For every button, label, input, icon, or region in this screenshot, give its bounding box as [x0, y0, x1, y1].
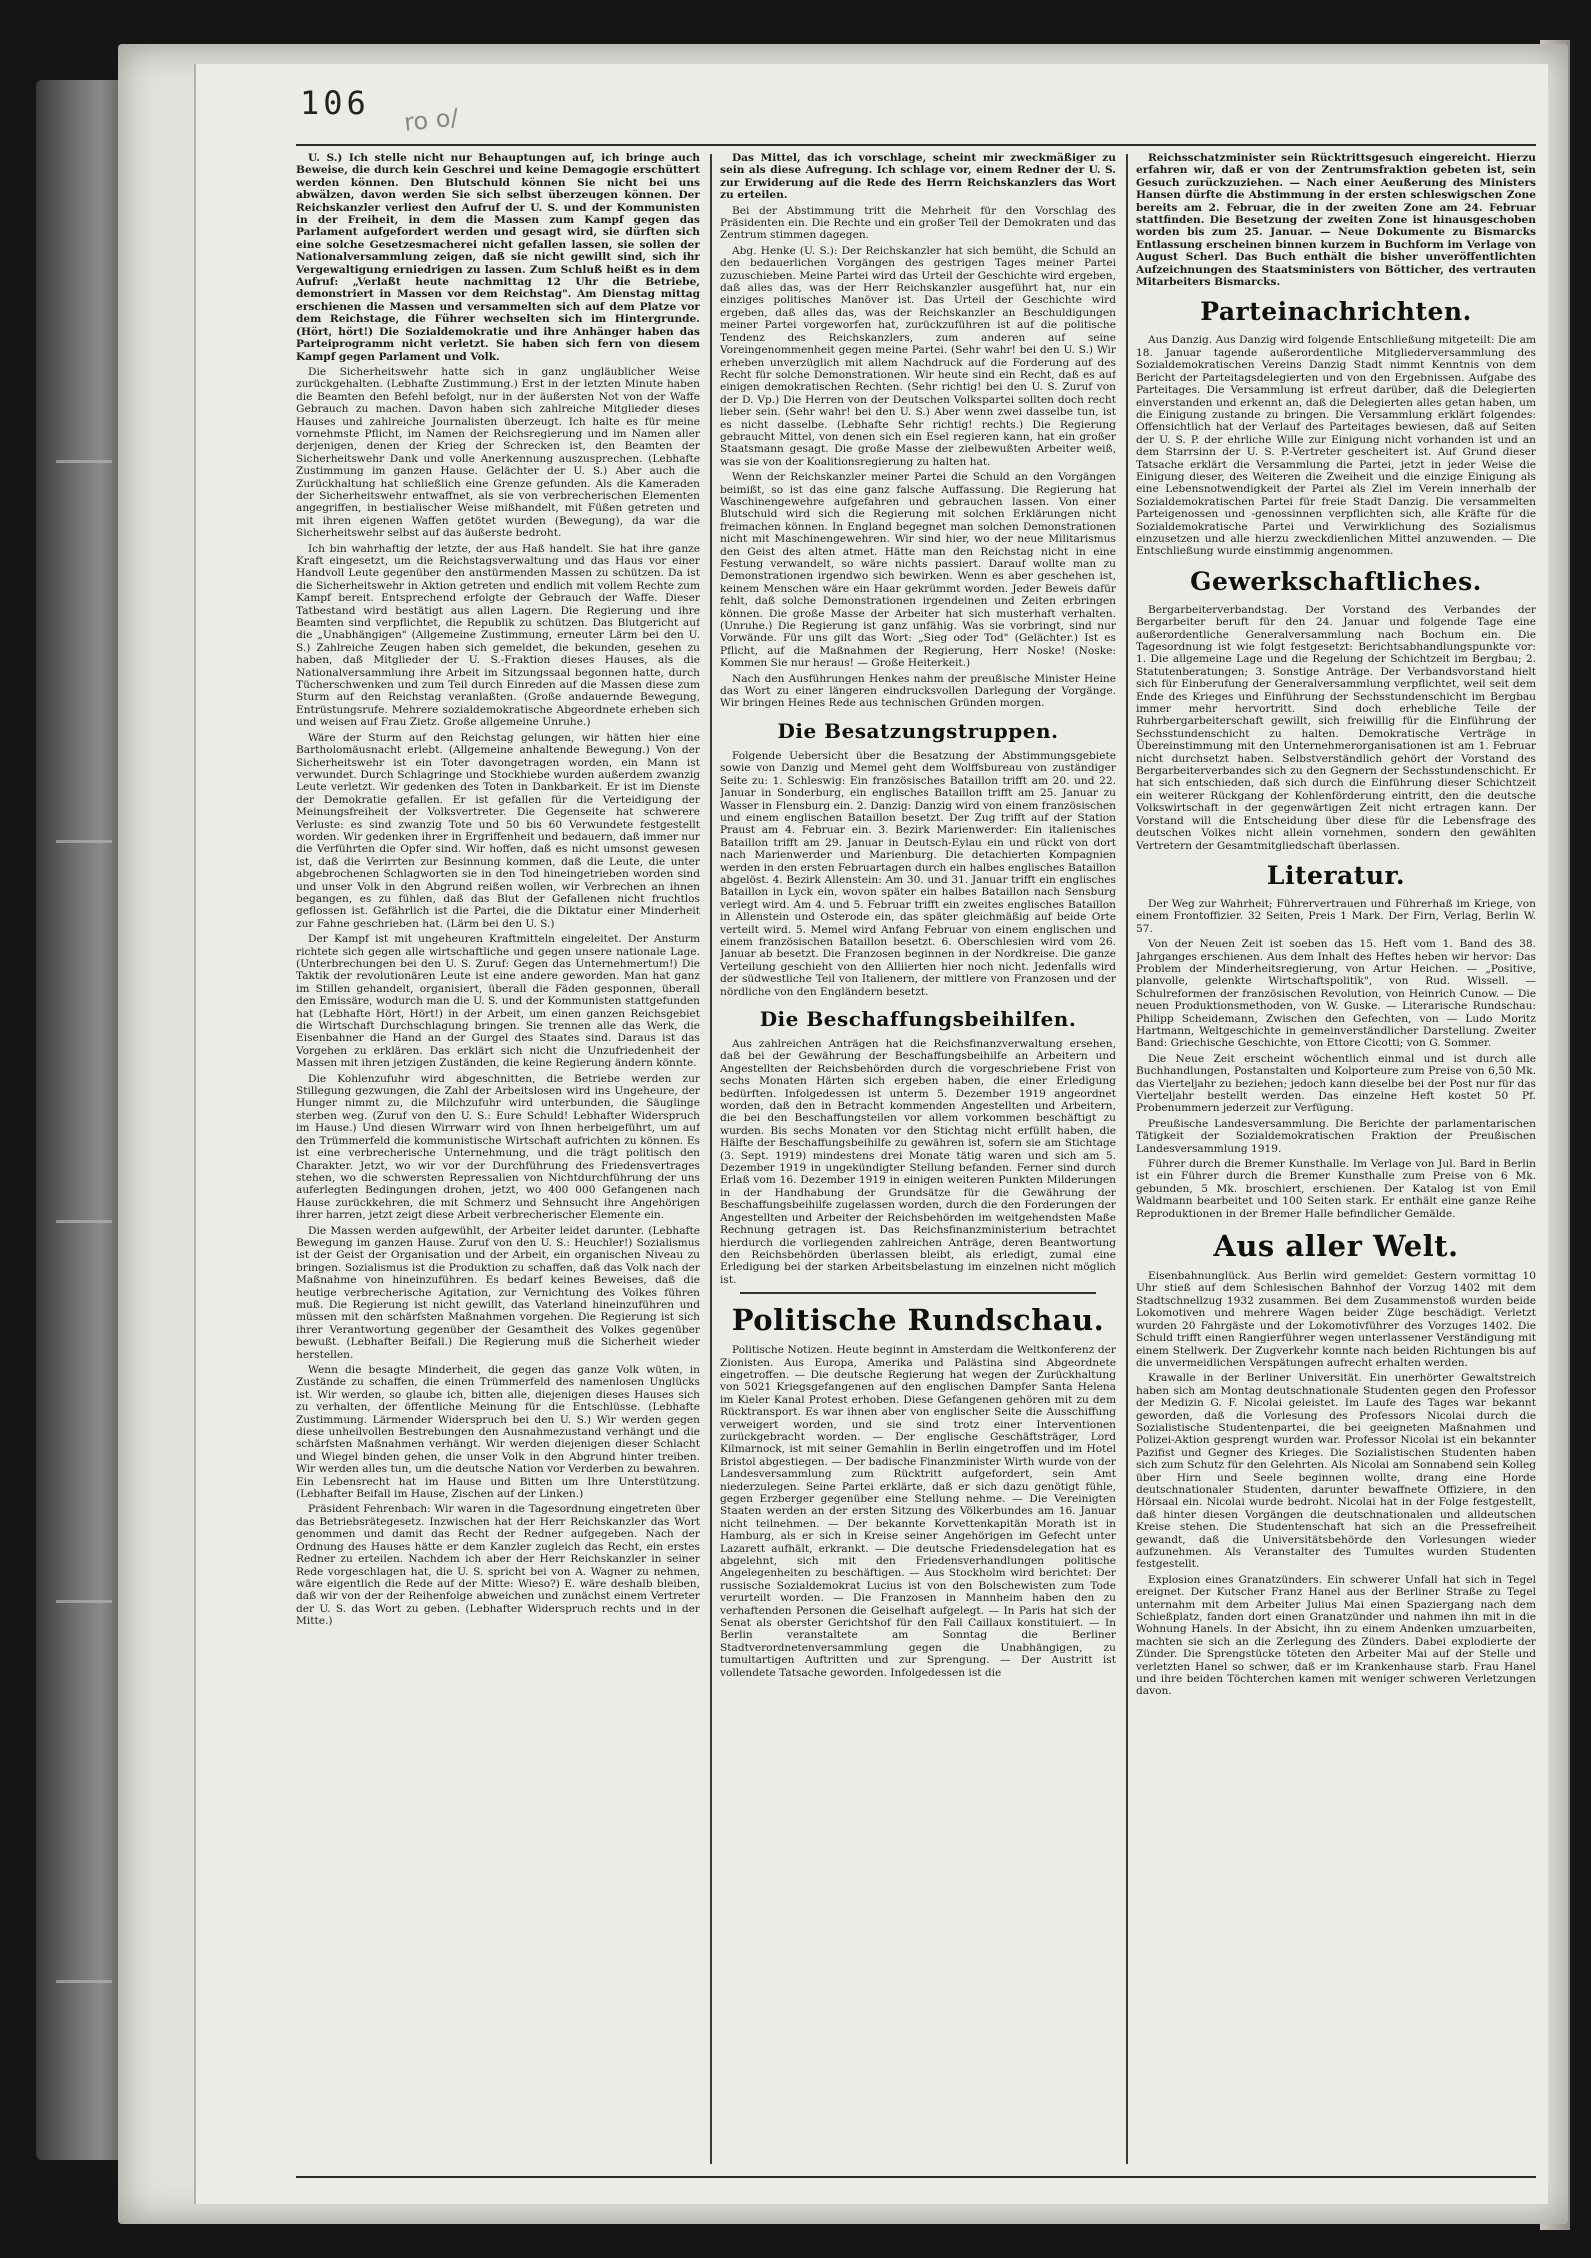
article-paragraph: Der Kampf ist mit ungeheuren Kraftmitteln eingeleitet. Der Ansturm richtete sich gegen alle wirtschaftliche und gegen unsere nationale Lage. (Unterbrechungen bei den U. S. Zuruf: Gegen das Unternehmertum!) Die Taktik der revolutionären Leute ist eine andere geworden. Man hat ganz im Stillen gehandelt, organisiert, überall die Fäden gesponnen, überall den Emissäre, wodurch man die U. S. und der Kommunisten stattgefunden hat (Lebhafte Hört, Hört!) in der Arbeit, um einen ganzen Reichsgebiet die Wirtschaft Durchschlagung bringen. Sie trennen alle das Werk, die Eisenbahner die Hand an der Gurgel des Staates sind. Daraus ist das Vorgehen zu erklären. Das erklärt sich nicht die Unzufriedenheit der Massen mit ihren jetzigen Zuständen, die keine Regierung ändern könnte.: [296, 933, 700, 1070]
column-rule-1: [710, 154, 712, 2164]
article-paragraph: Politische Notizen. Heute beginnt in Amsterdam die Weltkonferenz der Zionisten. Aus Europa, Amerika und Palästina sind Abgeordnete eingetroffen. — Die deutsche Regierung hat wegen der Zurückhaltung von 5021 Kriegsgefangenen auf den englischen Dampfer Santa Helena im Kieler Kanal Protest erhoben. Diese Gefangenen gehören mit zu dem Rücktransport. Es war ihnen aber von englischer Seite die Ausschiffung verweigert worden, und sie sind trotz einer Interventionen zurückgebracht worden. — Der englische Geschäftsträger, Lord Kilmarnock, ist mit seiner Gemahlin in Berlin eingetroffen und im Hotel Bristol abgestiegen. — Der badische Finanzminister Wirth wurde von der Landesversammlung zum Rücktritt aufgefordert, sein Amt niederzulegen. Seine Partei erklärte, daß er sich dazu genötigt fühle, gegen Erzberger gegenüber eine Stellung nehme. — Die Vereinigten Staaten werden an der ersten Sitzung des Völkerbundes am 16. Januar nicht teilnehmen. — Der bekannte Korvettenkapitän Morath ist in Hamburg, als er sich in Kreise seiner Angehörigen im Gefecht unter Lazarett aufhält, erkrankt. — Die deutsche Friedensdelegation hat es abgelehnt, sich mit den Friedensverhandlungen politische Angelegenheiten zu beschäftigen. — Aus Stockholm wird berichtet: Der russische Sozialdemokrat Lucius ist von den Bolschewisten zum Tode verurteilt worden. — Die Franzosen in Mannheim haben den zu verhaftenden Personen die Geiselhaft aufgelegt. — In Paris hat sich der Senat als oberster Gerichtshof für den Fall Caillaux konstituiert. — In Berlin veranstaltete am Sonntag die Berliner Stadtverordnetenversammlung gegen die Unabhängigen, zu tumultartigen Auftritten und zur Sprengung. — Der Austritt ist vollendete Tatsache geworden. Infolgedessen ist die: [720, 1344, 1116, 1679]
section-title-besatzungstruppen: Die Besatzungstruppen.: [777, 718, 1059, 743]
column-3: [1136, 152, 1536, 2172]
article-paragraph: Der Weg zur Wahrheit; Führervertrauen und Führerhaß im Kriege, von einem Frontoffizier. 32 Seiten, Preis 1 Mark. Der Firn, Verlag, Berlin W. 57.: [1136, 897, 1536, 935]
section-title-literatur: Literatur.: [1266, 860, 1406, 890]
article-paragraph: U. S.) Ich stelle nicht nur Behauptungen auf, ich bringe auch Beweise, die durch kein Geschrei und keine Demagogie erschüttert werden können. Den Blutschuld können Sie nicht bei uns abwälzen, davon werden Sie sich selbst überzeugen können. Der Reichskanzler verliest den Aufruf der U. S. und der Kommunisten in der Freiheit, in dem die Massen zum Kampf gegen das Parlament aufgefordert werden und gesagt wird, sie dürften sich eine solche Gesetzesmacherei nicht gefallen lassen, sie sollen der Nationalversammlung zeigen, daß sie nicht gewillt sind, sich ihr Vergewaltigung erniedrigen zu lassen. Zum Schluß heißt es in dem Aufruf: „Verlaßt heute nachmittag 12 Uhr die Betriebe, demonstriert in Massen vor dem Reichstag". Am Dienstag mittag erschienen die Massen und versammelten sich auf dem Platze vor dem Reichstage, die Führer wechselten sich im Hintergrunde. (Hört, hört!) Die Sozialdemokratie und ihre Anhänger haben das Parteiprogramm nicht verletzt. Sie haben sich fern von diesem Kampf gegen Parlament und Volk.: [296, 152, 700, 363]
article-paragraph: Krawalle in der Berliner Universität. Ein unerhörter Gewaltstreich haben sich am Montag deutschnationale Studenten gegen den Professor der Medizin G. F. Nicolai geleistet. Im Laufe des Tages war bekannt geworden, daß die Vorlesung des Professors Nicolai durch die Sozialistische Studentenpartei, die bei geeigneten Maßnahmen und Polizei-Aktion gesprengt wurden war. Professor Nicolai ist ein bekannter Pazifist und Gegner des Krieges. Die Sozialistischen Studenten haben sich zum Schutz für den Gelehrten. Als Nicolai am Sonnabend sein Kolleg über Hirn und Seele beginnen wollte, drang eine Horde deutschnationaler Studenten, darunter bewaffnete Offiziere, in den Hörsaal ein. Nicolai wurde bedroht. Nicolai hat in der Folge festgestellt, daß hinter diesen Vorgängen die deutschnationalen und alldeutschen Kreise stehen. Die Studentenschaft hat sich an die Pressefreiheit gewandt, daß die Universitätsbehörde den Vorlesungen wieder aufzunehmen. Als Veranstalter des Tumultes wurden Studenten festgestellt.: [1136, 1372, 1536, 1571]
page-number: 106: [300, 84, 370, 122]
article-paragraph: Die Massen werden aufgewühlt, der Arbeiter leidet darunter. (Lebhafte Bewegung im ganzen Hause. Zuruf von den U. S.: Heuchler!) Sozialismus ist der Geist der Organisation und der Arbeit, ein organischen Niveau zu bringen. Sozialismus ist die Produktion zu schaffen, daß das Volk nach der Maßnahme von hineinzuführen. Es bedarf keines Beweises, daß die heutige verbrecherische Agitation, zur Vernichtung des Volkes führen muß. Die Regierung ist nicht gewillt, das Vaterland hineinzuführen und müssen mit den schärfsten Maßnahmen vorgehen. Die Regierung ist sich ihrer Verantwortung gegenüber der Gesamtheit des Volkes gegenüber bewußt. (Lebhafter Beifall.) Die Regierung muß die Sicherheit wieder herstellen.: [296, 1224, 700, 1361]
pencil-annotation: ro o/: [402, 103, 460, 137]
article-paragraph: Wenn die besagte Minderheit, die gegen das ganze Volk wüten, in Zustände zu schaffen, die einen Trümmerfeld des namenlosen Unglücks ist. Wir werden, so glaube ich, bitten alle, diejenigen dieses Hauses sich zu verhalten, der öffentliche Meinung für die Entschlüsse. (Lebhafte Zustimmung. Lärmender Widerspruch bei den U. S.) Wir werden gegen diese unheilvollen Bestrebungen den Ausnahmezustand verhängt und die schärfsten Maßnahmen verhängt. Wir werden diejenigen dieser Schlacht und Wiegel binden gehen, die unser Volk in den Abgrund hinter treiben. Wir werden alles tun, um die deutsche Nation vor Verderben zu bewahren. Ein Lebensrecht hat im Hause und Bitten um Ihre Unterstützung. (Lebhafter Beifall im Hause, Zischen auf der Linken.): [296, 1364, 700, 1501]
article-paragraph: Abg. Henke (U. S.): Der Reichskanzler hat sich bemüht, die Schuld an den bedauerlichen Vorgängen des gestrigen Tages meiner Partei zuzuschieben. Meine Partei wird das Urteil der Geschichte wird ergeben, daß alles das, was der Herr Reichskanzler ausgeführt hat, nur ein einziges politisches Manöver ist. Das Urteil der Geschichte wird ergeben, daß alles das, was der Reichskanzler an Beschuldigungen meiner Partei vorgeworfen hat, zurückzuführen ist auf die politische Tendenz des Reichskanzlers, zum anderen auf seine Voreingenommenheit gegen meine Partei. (Sehr wahr! bei den U. S.) Wir erheben unverzüglich mit allem Nachdruck auf die Forderung auf des Recht für solche Demonstrationen. Wir heute sind ein Recht, daß es auf einigen demokratischen Rechten. (Sehr richtig! bei den U. S. Zuruf von der D. Vp.) Die Herren von der Deutschen Volkspartei sollten doch recht lieber sein. (Sehr wahr! bei den U. S.) Aber wenn zwei dasselbe tun, ist es nicht dasselbe. (Lebhafte Sehr richtig! rechts.) Die Regierung gebraucht Mittel, von denen sich ein Esel regieren kann, hat ein großer Staatsmann gesagt. Die große Masse der zielbewußten Arbeiter weiß, was sie von der Koalitionsregierung zu halten hat.: [720, 244, 1116, 468]
article-paragraph: Wenn der Reichskanzler meiner Partei die Schuld an den Vorgängen beimißt, so ist das eine ganz falsche Auffassung. Die Regierung hat Waschinengewehre aufgefahren und gebrauchen lassen. Von einer Blutschuld wird sich die Regierung mit solchen Erklärungen nicht freimachen können. In England begegnet man solchen Demonstrationen nicht mit Maschinengewehren. Wir sind hier, wo der neue Militarismus den Geist des alten atmet. Hätte man den Reichstag nicht in eine Festung verwandelt, so wäre nichts passiert. Darauf wollte man zu Demonstrationen irgendwo sich bewirken. Wenn es aber geschehen ist, keinem Menschen wäre ein Haar gekrümmt worden. Jeder Beweis dafür fehlt, daß solche Demonstrationen irgendeinen und Zeiten erbringen können. Die große Masse der Arbeiter hat sich musterhaft verhalten. (Unruhe.) Die Regierung ist ganz unfähig. Was sie vorbringt, sind nur Vorwände. Für uns gilt das Wort: „Sieg oder Tod" (Gelächter.) Ist es Pflicht, auf die Maßnahmen der Regierung, Herr Noske! (Noske: Kommen Sie nur heraus! — Große Heiterkeit.): [720, 471, 1116, 670]
article-paragraph: Eisenbahnunglück. Aus Berlin wird gemeldet: Gestern vormittag 10 Uhr stieß auf dem Schlesischen Bahnhof der Vorzug 1402 mit dem Stadtschnellzug 1932 zusammen. Bei dem Zusammenstoß wurden beide Lokomotiven und mehrere Wagen beider Züge beschädigt. Verletzt wurden 20 Fahrgäste und der Lokomotivführer des Vorzuges 1402. Die Schuld trifft einen Rangierführer wegen unterlassener Verständigung mit einem Stellwerk. Der Zugverkehr konnte nach beiden Richtungen bis auf die unvermeidlichen Verspätungen aufrecht erhalten werden.: [1136, 1270, 1536, 1369]
article-paragraph: Präsident Fehrenbach: Wir waren in die Tagesordnung eingetreten über das Betriebsrätegesetz. Inzwischen hat der Herr Reichskanzler das Wort genommen und damit das Recht der Redner aufgegeben. Nach der Ordnung des Hauses hätte er dem Kanzler zugleich das Recht, ein erstes Redner zu erteilen. Nachdem ich aber der Herr Reichskanzler in seiner Rede vorgeschlagen hat, die U. S. spricht bei von A. Wagner zu nehmen, wäre eigentlich die Rede auf der Mitte: Wieso?) E. wäre deshalb bleiben, daß wir von der der Reihenfolge abweichen und zunächst einem Vertreter der U. S. das Wort zu geben. (Lebhafter Widerspruch rechts und in der Mitte.): [296, 1503, 700, 1628]
footer-rule: [296, 2176, 1536, 2178]
article-paragraph: Das Mittel, das ich vorschlage, scheint mir zweckmäßiger zu sein als diese Aufregung. Ich schlage vor, einem Redner der U. S. zur Erwiderung auf die Rede des Herrn Reichskanzlers das Wort zu erteilen.: [720, 152, 1116, 202]
article-paragraph: Bergarbeiterverbandstag. Der Vorstand des Verbandes der Bergarbeiter beruft für den 24. Januar und folgende Tage eine außerordentliche Generalversammlung nach Bochum ein. Die Tagesordnung ist wie folgt festgesetzt: Berichtsabhandlungspunkte vor: 1. Die allgemeine Lage und die Regelung der Schichtzeit im Bergbau; 2. Statutenberatungen; 3. Sonstige Anträge. Der Verbandsvorstand hielt sich für Einberufung der Generalversammlung verpflichtet, weil seit dem Ende des Krieges und Einführung der Sechsstundenschicht im Bergbau immer mehr hervortritt. Sind doch erhebliche Teile der Ruhrbergarbeiterschaft gewillt, sich freiwillig für die Einführung der Sechsstundenschicht zu halten. Demokratische Verträge in Übereinstimmung mit den Unternehmerorganisationen ist am 1. Februar nicht durchsetzt haben. Selbstverständlich gehört der Vorstand des Bergarbeiterverbandes sich zu den Gegnern der Sechsstundenschicht. Er hat sich entschieden, daß sich durch die Einführung dieser Schichtzeit ein weiterer Rückgang der Kohlenförderung eintritt, den die deutsche Volkswirtschaft in der gegenwärtigen Zeit nicht ertragen kann. Der Vorstand will die Entscheidung über diese für die Lebensfrage des deutschen Volkes nicht allein vornehmen, sondern den gewählten Vertretern der Gesamtmitgliedschaft überlassen.: [1136, 603, 1536, 852]
column-2: [720, 152, 1116, 2172]
article-paragraph: Die Sicherheitswehr hatte sich in ganz ungläublicher Weise zurückgehalten. (Lebhafte Zustimmung.) Erst in der letzten Minute haben die Beamten den Befehl befolgt, nur in der äußersten Not von der Waffe Gebrauch zu machen. Davon haben sich zahlreiche Mitglieder dieses Hauses und zahlreiche Journalisten überzeugt. Ich halte es für meine vornehmste Pflicht, im Namen der Reichsregierung und im Namen aller derjenigen, denen der Krieg der Schrecken ist, den Beamten der Sicherheitswehr Dank und volle Anerkennung auszusprechen. (Lebhafte Zustimmung im ganzen Hause. Gelächter der U. S.) Aber auch die Zurückhaltung hat schließlich eine Grenze gefunden. Als die Kameraden der Sicherheitswehr entwaffnet, als sie von verbrecherischen Elementen angegriffen, in bestialischer Weise mißhandelt, mit Füßen getreten und mit ihren eigenen Waffen getötet wurden (Bewegung), da war die Sicherheitswehr selbst auf das äußerste bedroht.: [296, 365, 700, 540]
section-divider: [740, 1292, 1096, 1294]
section-title-gewerkschaftliches: Gewerkschaftliches.: [1190, 566, 1482, 596]
column-rule-2: [1126, 154, 1128, 2164]
section-title-politische-rundschau: Politische Rundschau.: [731, 1303, 1105, 1338]
newspaper-page: [118, 44, 1568, 2224]
article-paragraph: Reichsschatzminister sein Rücktrittsgesuch eingereicht. Hierzu erfahren wir, daß er von der Zentrumsfraktion gebeten ist, sein Gesuch zurückzuziehen. — Nach einer Aeußerung des Ministers Hansen dürfte die Abstimmung in der ersten schleswigschen Zone bereits am 2. Februar, die in der zweiten Zone am 24. Februar stattfinden. Die Besetzung der zweiten Zone ist hinausgeschoben worden bis zum 25. Januar. — Neue Dokumente zu Bismarcks Entlassung erscheinen binnen kurzem in Buchform im Verlage von August Scherl. Das Buch enthält die bisher unveröffentlichten Aufzeichnungen des Staatsministers von Bötticher, des vertrauten Mitarbeiters Bismarcks.: [1136, 152, 1536, 289]
article-paragraph: Explosion eines Granatzünders. Ein schwerer Unfall hat sich in Tegel ereignet. Der Kutscher Franz Hanel aus der Berliner Straße zu Tegel unternahm mit dem Arbeiter Julius Mai einen Spaziergang nach dem Schießplatz, fanden dort einen Granatzünder und nahmen ihn mit in die Wohnung Hanels. In der Absicht, ihn zu einem Andenken umzuarbeiten, machten sie sich an die Zerlegung des Zünders. Dabei explodierte der Zünder. Die Sprengstücke töteten den Arbeiter Mai auf der Stelle und verletzten Hanel so schwer, daß er im Krankenhause starb. Frau Hanel und ihre beiden Töchterchen kamen mit weniger schweren Verletzungen davon.: [1136, 1573, 1536, 1698]
section-title-beschaffungsbeihilfen: Die Beschaffungsbeihilfen.: [759, 1007, 1077, 1031]
article-paragraph: Die Neue Zeit erscheint wöchentlich einmal und ist durch alle Buchhandlungen, Postanstalten und Kolporteure zum Preise von 6,50 Mk. das Vierteljahr zu beziehen; jedoch kann dieselbe bei der Post nur für das Vierteljahr bestellt werden. Das einzelne Heft kostet 50 Pf. Probenummern jederzeit zur Verfügung.: [1136, 1052, 1536, 1115]
article-paragraph: Aus zahlreichen Anträgen hat die Reichsfinanzverwaltung ersehen, daß bei der Gewährung der Beschaffungsbeihilfe an Arbeitern und Angestellten der Reichsbehörden durch die vorgeschriebene Frist von sechs Monaten Härten sich ergeben haben, die einer Erledigung bedürften. Infolgedessen ist unterm 5. Dezember 1919 angeordnet worden, daß den in Betracht kommenden Angestellten und Arbeitern, die bei den Beschaffungsteilen vor allem vorkommen beschäftigt zu wurden. Bis sechs Monaten vor den Stichtag nicht erfüllt haben, die Hälfte der Beschaffungsbeihilfe zu gewähren ist, sofern sie am Stichtage (3. Sept. 1919) mindestens drei Monate tätig waren und sich am 5. Dezember 1919 in ungekündigter Stellung befanden. Ferner sind durch Erlaß vom 16. Dezember 1919 in einigen weiteren Punkten Milderungen in der Handhabung der Grundsätze für die Gewährung der Beschaffungsbeihilfe zugelassen worden, durch die den Forderungen der Angestellten und Arbeiter der Reichsbehörden im weitgehendsten Maße Rechnung getragen ist. Das Reichsfinanzministerium betrachtet hierdurch die vorliegenden zahlreichen Anträge, deren Beantwortung den Reichsbehörden überlassen bleibt, als erledigt, zumal eine Erledigung bei der starken Arbeitsbelastung im einzelnen nicht möglich ist.: [720, 1038, 1116, 1286]
section-title-parteinachrichten: Parteinachrichten.: [1200, 297, 1472, 327]
article-paragraph: Aus Danzig. Aus Danzig wird folgende Entschließung mitgeteilt: Die am 18. Januar tagende außerordentliche Mitgliederversammlung des Sozialdemokratischen Vereins Danzig Stadt nimmt Kenntnis von dem Bericht der Parteitagsdelegierten und von den Ergebnissen. Aufgabe des Parteitages. Die Versammlung ist erfreut darüber, daß die Delegierten einverstanden und erkennt an, daß die Delegierten alles getan haben, um die Einigung zustande zu bringen. Die Versammlung erklärt folgendes: Offensichtlich hat der Verlauf des Parteitages bewiesen, daß auf Seiten der U. S. P. der ehrliche Wille zur Einigung nicht vorhanden ist und an dem Starrsinn der U. S. P.-Vertreter gescheitert ist. Auf Grund dieser Tatsache erklärt die Versammlung die Partei, jetzt in jeder Weise die Einigung dieser, des Weiteren die Zweiheit und die einzige Einigung als eine Lebensnotwendigkeit der Partei als Ziel im Verein innerhalb der Sozialdemokratischen Partei für freie Stadt Danzig. Die versammelten Parteigenossen und -genossinnen verpflichten sich, alle Kräfte für die Sozialdemokratische Partei und Verwirklichung des Sozialismus einzusetzen und alle hierzu zweckdienlichen Mittel anzuwenden. — Die Entschließung wurde einstimmig angenommen.: [1136, 334, 1536, 558]
column-1: [296, 152, 700, 2172]
article-paragraph: Bei der Abstimmung tritt die Mehrheit für den Vorschlag des Präsidenten ein. Die Rechte und ein großer Teil der Demokraten und das Zentrum stimmen dagegen.: [720, 204, 1116, 242]
section-title-aus-aller-welt: Aus aller Welt.: [1213, 1229, 1459, 1264]
book-spine-edge: [36, 80, 128, 2160]
article-paragraph: Die Kohlenzufuhr wird abgeschnitten, die Betriebe werden zur Stillegung gezwungen, die Zahl der Arbeitslosen wird ins Ungeheure, der Hunger nimmt zu, die Milchzufuhr wird unterbunden, die Säuglinge sterben weg. (Zuruf von den U. S.: Eure Schuld! Lebhafter Widerspruch im Hause.) Und diesen Wirrwarr wird von Ihnen herbeigeführt, um auf den Trümmerfeld die kommunistische Wirtschaft aufrichten zu können. Es ist eine verbrecherische Unternehmung, und die trägt politisch den Charakter. Jetzt, wo wir vor der Durchführung des Friedensvertrages stehen, wo die schwersten Repressalien von Nichtdurchführung der uns auferlegten Bedingungen drohen, jetzt, wo 400 000 Gefangenen nach Hause zurückkehren, die mit Schmerz und Sehnsucht ihre Angehörigen ihrer harren, jetzt zeigt diese Arbeit verbrecherischer Elemente ein.: [296, 1072, 700, 1222]
article-paragraph: Wäre der Sturm auf den Reichstag gelungen, wir hätten hier eine Bartholomäusnacht erlebt. (Allgemeine anhaltende Bewegung.) Von der Sicherheitswehr ist ein Toter davongetragen worden, ein Mann ist verwundet. Durch Schlagringe und Stockhiebe wurden außerdem zwanzig Leute verletzt. Wir gedenken des Toten in Dankbarkeit. Er ist im Dienste der Demokratie gefallen. Er ist gefallen für die Verteidigung der Meinungsfreiheit der Volksvertreter. Die Gegenseite hat schwerere Verluste: es sind zwanzig Tote und 50 bis 60 Verwundete festgestellt worden. Wir gedenken ihrer in Ergriffenheit und bedauern, daß immer nur die Verführten die Opfer sind. Wir hoffen, daß es nicht umsonst gewesen ist, daß die Verirrten zur Besinnung kommen, daß die Leute, die unter abgebrochenen Schlagworten sie in den Tod hineingetrieben worden sind und unser Volk in den Abgrund reißen wollen, wir Verbrechen an ihnen begangen, es zu fühlen, daß das Blut der Gefallenen nicht fruchtlos geflossen ist. Gefährlich ist die Partei, die die Diktatur einer Minderheit zur Fahne geschrieben hat. (Lärm bei den U. S.): [296, 731, 700, 930]
article-paragraph: Preußische Landesversammlung. Die Berichte der parlamentarischen Tätigkeit der Sozialdemokratischen Fraktion der Preußischen Landesversammlung 1919.: [1136, 1117, 1536, 1155]
page-content-area: [194, 64, 1548, 2204]
header-rule: [296, 144, 1536, 146]
article-paragraph: Nach den Ausführungen Henkes nahm der preußische Minister Heine das Wort zu einer längeren eindrucksvollen Darlegung der Vorgänge. Wir bringen Heines Rede aus technischen Gründen morgen.: [720, 672, 1116, 710]
article-paragraph: Ich bin wahrhaftig der letzte, der aus Haß handelt. Sie hat ihre ganze Kraft eingesetzt, um die Reichstagsverwaltung und das Haus vor einer Handvoll Leute gegenüber den anstürmenden Massen zu schützen. Da ist die Sicherheitswehr in Aktion getreten und endlich mit vollem Rechte zum Kampf bereit. Entsprechend erfolgte der Gebrauch der Waffe. Dieser Tatbestand wird bestätigt aus allen Lagern. Die Regierung und ihre Beamten sind verpflichtet, die Republik zu schützen. Das Blutgericht auf die „Unabhängigen" (Allgemeine Zustimmung, erneuter Lärm bei den U. S.) Zahlreiche Zeugen haben sich gemeldet, die bekunden, gesehen zu haben, daß Mitglieder der U. S.-Fraktion dieses Hauses, als die Nationalversammlung ihre Arbeit im Sitzungssaal begonnen hatte, durch Tücherschwenken und zum Teil durch Einreden auf die Massen diese zum Sturm auf den Reichstag veranlaßten. (Große andauernde Bewegung, Entrüstungsrufe. Mehrere sozialdemokratische Abgeordnete erheben sich und weisen auf Frau Zietz. Große allgemeine Unruhe.): [296, 542, 700, 729]
article-paragraph: Folgende Uebersicht über die Besatzung der Abstimmungsgebiete sowie von Danzig und Memel geht dem Wolffsbureau von zuständiger Seite zu: 1. Schleswig: Ein französisches Bataillon trifft am 20. und 22. Januar in Sonderburg, ein englisches Bataillon trifft am 25. Januar zu Wasser in Flensburg ein. 2. Danzig: Danzig wird von einem französischen und einem englischen Bataillon besetzt. Der Zug trifft auf der Station Praust am 4. Februar ein. 3. Bezirk Marienwerder: Ein italienisches Bataillon trifft am 29. Januar in Deutsch-Eylau ein und rückt von dort nach Marienwerder und Marienburg. Die detachierten Kompagnien werden in den ersten Februartagen durch ein halbes englisches Bataillon abgelöst. 4. Bezirk Allenstein: Am 30. und 31. Januar trifft ein englisches Bataillon in Lyck ein, wovon später ein halbes Bataillon nach Sensburg verlegt wird. Am 4. und 5. Februar trifft ein zweites englisches Bataillon in Allenstein und Osterode ein, das später gleichmäßig auf beide Orte verteilt wird. 5. Memel wird Anfang Februar von einem englischen und einem französischen Bataillon besetzt. 6. Oberschlesien wird vom 26. Januar ab besetzt. Die Franzosen beginnen in der Nordkreise. Die ganze Verteilung geschieht von den Alliierten hier noch nicht. Jedenfalls wird der südwestliche Teil von Italienern, der mittlere von Franzosen und der nördliche von den Engländern besetzt.: [720, 749, 1116, 998]
article-paragraph: Führer durch die Bremer Kunsthalle. Im Verlage von Jul. Bard in Berlin ist ein Führer durch die Bremer Kunsthalle zum Preise von 6 Mk. gebunden, 5 Mk. broschiert, erschienen. Der Katalog ist von Emil Waldmann bearbeitet und 100 Seiten stark. Er enthält eine ganze Reihe Reproduktionen in der Bremer Halle befindlicher Gemälde.: [1136, 1158, 1536, 1220]
article-paragraph: Von der Neuen Zeit ist soeben das 15. Heft vom 1. Band des 38. Jahrganges erschienen. Aus dem Inhalt des Heftes heben wir hervor: Das Problem der Minderheitsregierung, von Artur Heichen. — „Positive, planvolle, gelenkte Wirtschaftspolitik", von Rud. Wissell. — Schulreformen der französischen Revolution, von Heinrich Cunow. — Die neuen Produktionsmethoden, von W. Guske. — Literarische Rundschau: Philipp Scheidemann, Zwischen den Gefechten, von — Ludo Moritz Hartmann, Weltgeschichte in gemeinverständlicher Darstellung. Zweiter Band: Griechische Geschichte, von Ettore Cicotti; von G. Sommer.: [1136, 938, 1536, 1050]
